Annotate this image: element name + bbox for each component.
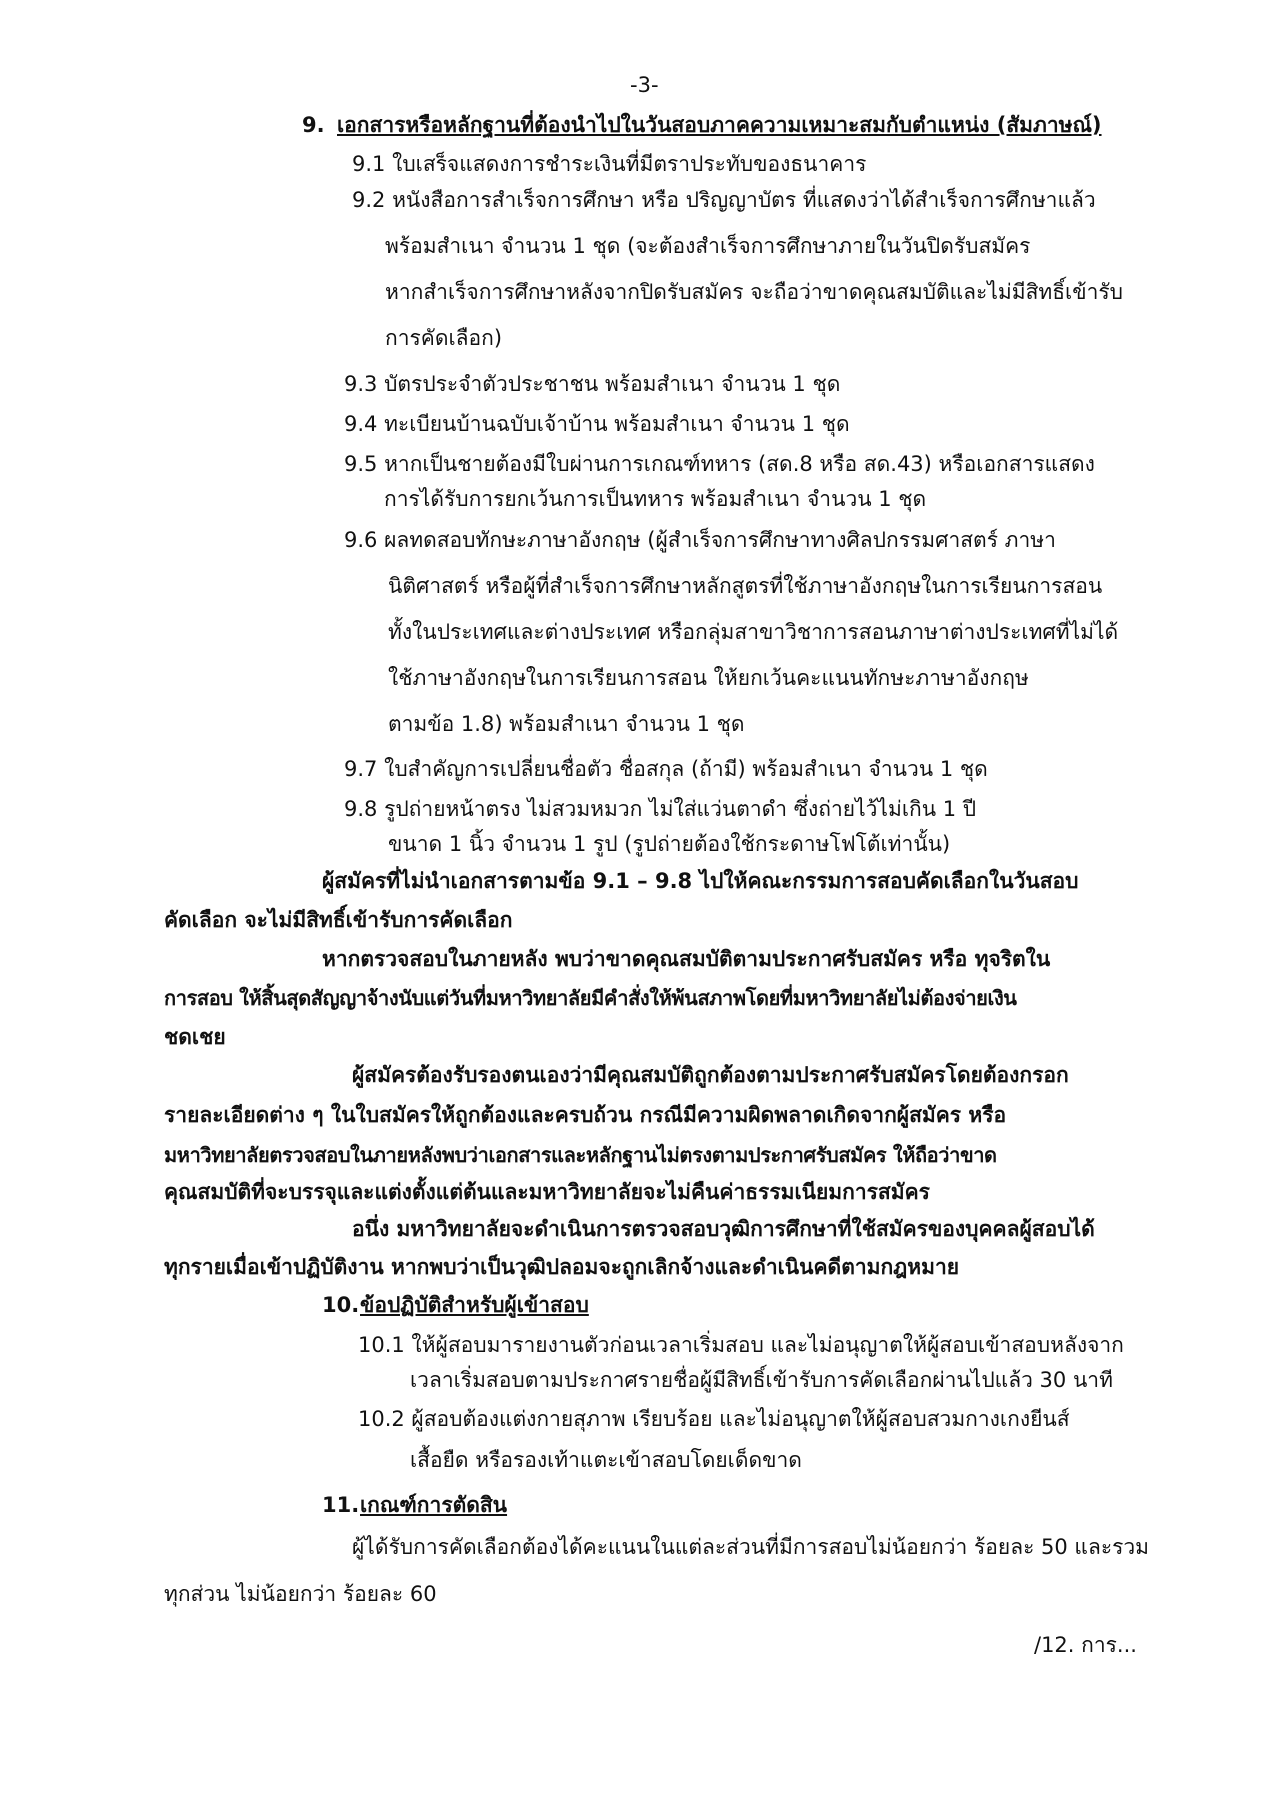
item-9-8-line2: ขนาด 1 นิ้ว จำนวน 1 รูป (รูปถ่ายต้องใช้กระดาษโฟโต้เท่านั้น)	[388, 832, 951, 856]
notice-3-line1: ผู้สมัครต้องรับรองตนเองว่ามีคุณสมบัติถูกต้องตามประกาศรับสมัครโดยต้องกรอก	[352, 1063, 1069, 1087]
item-9-8: 9.8 รูปถ่ายหน้าตรง ไม่สวมหมวก ไม่ใส่แว่นตาดำ ซึ่งถ่ายไว้ไม่เกิน 1 ปี	[344, 797, 977, 821]
notice-3-line2: รายละเอียดต่าง ๆ ในใบสมัครให้ถูกต้องและครบถ้วน กรณีมีความผิดพลาดเกิดจากผู้สมัคร หรือ	[164, 1103, 1007, 1127]
item-9-7: 9.7 ใบสำคัญการเปลี่ยนชื่อตัว ชื่อสกุล (ถ้ามี) พร้อมสำเนา จำนวน 1 ชุด	[344, 757, 988, 781]
item-9-5-line2: การได้รับการยกเว้นการเป็นทหาร พร้อมสำเนา จำนวน 1 ชุด	[384, 487, 927, 511]
notice-3-line3: มหาวิทยาลัยตรวจสอบในภายหลังพบว่าเอกสารและหลักฐานไม่ตรงตามประกาศรับสมัคร ให้ถือว่าขาด	[164, 1143, 997, 1167]
item-9-6-line2: นิติศาสตร์ หรือผู้ที่สำเร็จการศึกษาหลักสูตรที่ใช้ภาษาอังกฤษในการเรียนการสอน	[388, 574, 1103, 598]
section-11-number: 11.	[322, 1493, 360, 1517]
notice-4-line1: อนึ่ง มหาวิทยาลัยจะดำเนินการตรวจสอบวุฒิการศึกษาที่ใช้สมัครของบุคคลผู้สอบได้	[352, 1217, 1095, 1241]
notice-1-line2: คัดเลือก จะไม่มีสิทธิ์เข้ารับการคัดเลือก	[164, 908, 513, 932]
item-9-3: 9.3 บัตรประจำตัวประชาชน พร้อมสำเนา จำนวน 1 ชุด	[344, 372, 841, 396]
notice-1-line1: ผู้สมัครที่ไม่นำเอกสารตามข้อ 9.1 – 9.8 ไปให้คณะกรรมการสอบคัดเลือกในวันสอบ	[322, 869, 1079, 893]
section-9-heading: เอกสารหรือหลักฐานที่ต้องนำไปในวันสอบภาคความเหมาะสมกับตำแหน่ง (สัมภาษณ์)	[337, 113, 1102, 137]
item-9-6-line5: ตามข้อ 1.8) พร้อมสำเนา จำนวน 1 ชุด	[388, 712, 745, 736]
item-9-4: 9.4 ทะเบียนบ้านฉบับเจ้าบ้าน พร้อมสำเนา จำนวน 1 ชุด	[344, 412, 850, 436]
item-10-1: 10.1 ให้ผู้สอบมารายงานตัวก่อนเวลาเริ่มสอบ และไม่อนุญาตให้ผู้สอบเข้าสอบหลังจาก	[358, 1333, 1124, 1357]
notice-4-line2: ทุกรายเมื่อเข้าปฏิบัติงาน หากพบว่าเป็นวุฒิปลอมจะถูกเลิกจ้างและดำเนินคดีตามกฎหมาย	[164, 1255, 960, 1279]
item-9-6-line3: ทั้งในประเทศและต่างประเทศ หรือกลุ่มสาขาวิชาการสอนภาษาต่างประเทศที่ไม่ได้	[388, 620, 1119, 644]
page-number: -3-	[630, 73, 659, 97]
item-10-2-line2: เสื้อยืด หรือรองเท้าแตะเข้าสอบโดยเด็ดขาด	[410, 1448, 802, 1472]
notice-3-line4: คุณสมบัติที่จะบรรจุและแต่งตั้งแต่ต้นและมหาวิทยาลัยจะไม่คืนค่าธรรมเนียมการสมัคร	[164, 1180, 930, 1204]
item-9-6-line4: ใช้ภาษาอังกฤษในการเรียนการสอน ให้ยกเว้นคะแนนทักษะภาษาอังกฤษ	[388, 666, 1029, 690]
item-10-2: 10.2 ผู้สอบต้องแต่งกายสุภาพ เรียบร้อย และไม่อนุญาตให้ผู้สอบสวมกางเกงยีนส์	[358, 1407, 1070, 1431]
section-9-number: 9.	[302, 113, 325, 137]
item-9-1: 9.1 ใบเสร็จแสดงการชำระเงินที่มีตราประทับของธนาคาร	[352, 152, 867, 176]
item-9-2: 9.2 หนังสือการสำเร็จการศึกษา หรือ ปริญญาบัตร ที่แสดงว่าได้สำเร็จการศึกษาแล้ว	[352, 188, 1096, 212]
notice-2-line2: การสอบ ให้สิ้นสุดสัญญาจ้างนับแต่วันที่มหาวิทยาลัยมีคำสั่งให้พ้นสภาพโดยที่มหาวิทยาลัยไม่ต้องจ่ายเงิน	[164, 986, 1017, 1010]
item-9-2-line3: หากสำเร็จการศึกษาหลังจากปิดรับสมัคร จะถือว่าขาดคุณสมบัติและไม่มีสิทธิ์เข้ารับ	[385, 280, 1123, 304]
continuation-note: /12. การ...	[1034, 1633, 1137, 1657]
section-10-heading: ข้อปฏิบัติสำหรับผู้เข้าสอบ	[360, 1293, 589, 1317]
notice-2-line3: ชดเชย	[164, 1025, 226, 1049]
section-11-text-line2: ทุกส่วน ไม่น้อยกว่า ร้อยละ 60	[164, 1582, 437, 1606]
item-9-5: 9.5 หากเป็นชายต้องมีใบผ่านการเกณฑ์ทหาร (สด.8 หรือ สด.43) หรือเอกสารแสดง	[344, 452, 1095, 476]
section-11-text-line1: ผู้ได้รับการคัดเลือกต้องได้คะแนนในแต่ละส่วนที่มีการสอบไม่น้อยกว่า ร้อยละ 50 และรวม	[352, 1535, 1150, 1559]
notice-2-line1: หากตรวจสอบในภายหลัง พบว่าขาดคุณสมบัติตามประกาศรับสมัคร หรือ ทุจริตใน	[322, 947, 1051, 971]
section-10-number: 10.	[322, 1293, 360, 1317]
item-9-6: 9.6 ผลทดสอบทักษะภาษาอังกฤษ (ผู้สำเร็จการศึกษาทางศิลปกรรมศาสตร์ ภาษา	[344, 528, 1056, 552]
item-10-1-line2: เวลาเริ่มสอบตามประกาศรายชื่อผู้มีสิทธิ์เข้ารับการคัดเลือกผ่านไปแล้ว 30 นาที	[410, 1368, 1113, 1392]
item-9-2-line4: การคัดเลือก)	[385, 326, 503, 350]
item-9-2-line2: พร้อมสำเนา จำนวน 1 ชุด (จะต้องสำเร็จการศึกษาภายในวันปิดรับสมัคร	[385, 234, 1031, 258]
section-11-heading: เกณฑ์การตัดสิน	[360, 1493, 508, 1517]
